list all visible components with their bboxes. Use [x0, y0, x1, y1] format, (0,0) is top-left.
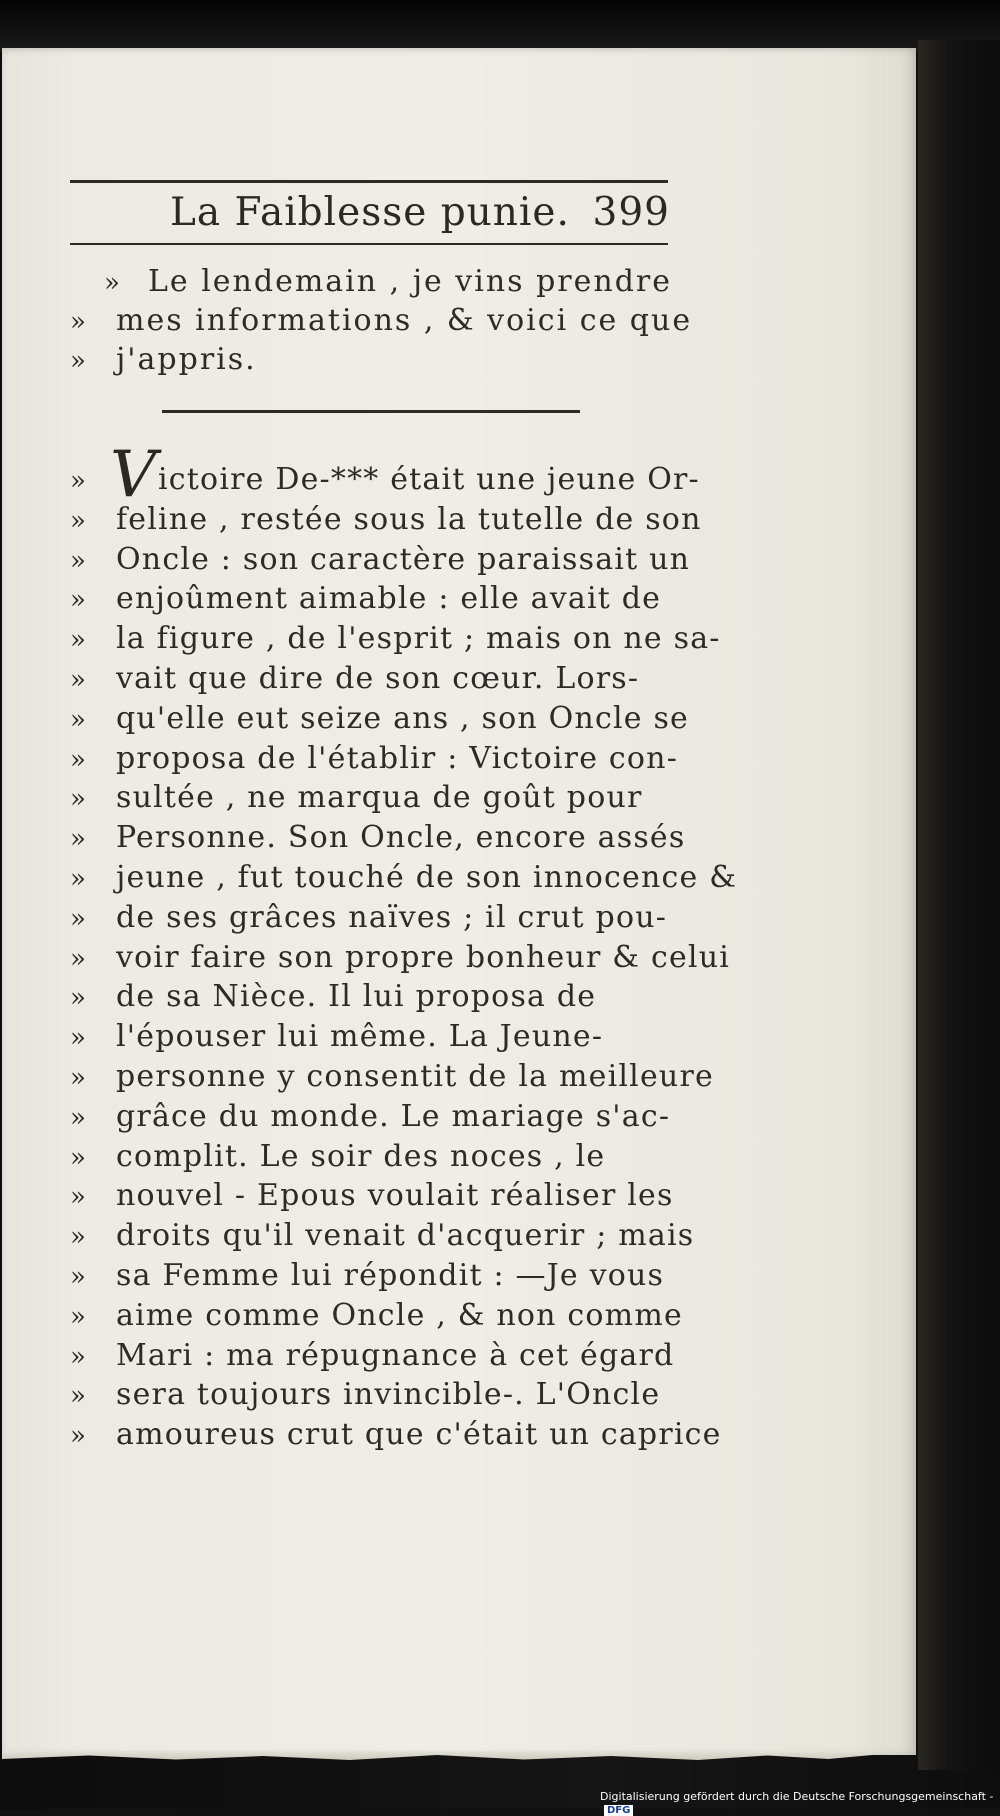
- quote-mark: »: [70, 1222, 86, 1252]
- quote-mark: »: [70, 585, 86, 615]
- quote-mark: »: [70, 625, 86, 655]
- running-head: [70, 190, 670, 250]
- running-head-title: La Faiblesse punie.: [170, 190, 570, 235]
- text-line: [60, 1258, 700, 1298]
- quote-mark: »: [70, 665, 86, 695]
- quote-mark: »: [70, 824, 86, 854]
- quote-mark: »: [70, 307, 86, 337]
- quote-mark: »: [70, 1182, 86, 1212]
- line-text: l'épouser lui même. La Jeune-: [116, 1019, 604, 1054]
- digitization-credit: [600, 1790, 1000, 1816]
- line-text: nouvel - Epous voulait réaliser les: [116, 1178, 674, 1213]
- section-divider: [162, 410, 580, 413]
- text-line: [60, 1338, 700, 1378]
- line-text: j'appris.: [116, 342, 257, 377]
- quote-mark: »: [70, 346, 86, 376]
- line-text: mes informations , & voici ce que: [116, 303, 693, 338]
- text-line: [60, 1139, 700, 1179]
- quote-mark: »: [70, 1023, 86, 1053]
- line-text: de sa Nièce. Il lui proposa de: [116, 979, 597, 1014]
- text-line: [60, 342, 700, 382]
- quote-mark: »: [70, 546, 86, 576]
- line-text: grâce du monde. Le mariage s'ac-: [116, 1099, 671, 1134]
- text-line: [60, 462, 700, 502]
- quote-mark: »: [70, 1063, 86, 1093]
- line-text: sultée , ne marqua de goût pour: [116, 780, 643, 815]
- quote-mark: »: [70, 983, 86, 1013]
- quote-mark: »: [70, 1421, 86, 1451]
- quote-mark: »: [70, 784, 86, 814]
- scan-top-edge: [0, 0, 1000, 52]
- header-bottom-rule: [70, 243, 668, 245]
- text-line: [60, 701, 700, 741]
- line-text: Oncle : son caractère paraissait un: [116, 542, 691, 577]
- quote-mark: »: [70, 1103, 86, 1133]
- line-text: voir faire son propre bonheur & celui: [116, 940, 731, 975]
- quote-mark: »: [70, 944, 86, 974]
- quote-mark: »: [70, 745, 86, 775]
- quote-mark: »: [70, 1342, 86, 1372]
- credit-text: Digitalisierung gefördert durch die Deutsche Forschungsgemeinschaft -: [600, 1790, 994, 1803]
- text-line: [60, 1059, 714, 1099]
- line-text: droits qu'il venait d'acquerir ; mais: [116, 1218, 695, 1253]
- text-line: [60, 860, 738, 900]
- line-text: vait que dire de son cœur. Lors-: [116, 661, 640, 696]
- text-line: [60, 502, 700, 542]
- quote-mark: »: [70, 1143, 86, 1173]
- line-text: la figure , de l'esprit ; mais on ne sa-: [116, 621, 721, 656]
- line-text: enjoûment aimable : elle avait de: [116, 581, 662, 616]
- text-line: [60, 900, 700, 940]
- text-line: [60, 780, 700, 820]
- line-text: sera toujours invincible-. L'Oncle: [116, 1377, 661, 1412]
- quote-mark: »: [70, 904, 86, 934]
- text-line: [60, 661, 700, 701]
- text-line: [60, 264, 700, 304]
- text-line: [60, 820, 700, 860]
- text-line: [60, 1178, 700, 1218]
- line-text: qu'elle eut seize ans , son Oncle se: [116, 701, 689, 736]
- text-line: [60, 303, 700, 343]
- line-text: Le lendemain , je vins prendre: [148, 264, 673, 299]
- line-text: Mari : ma répugnance à cet égard: [116, 1338, 675, 1373]
- line-text: complit. Le soir des noces , le: [116, 1139, 606, 1174]
- text-line: [60, 1099, 700, 1139]
- text-line: [60, 1019, 700, 1059]
- page-number: 399: [592, 190, 670, 235]
- line-text: sa Femme lui répondit : —Je vous: [116, 1258, 665, 1293]
- line-text: proposa de l'établir : Victoire con-: [116, 741, 679, 776]
- dfg-logo: DFG: [604, 1805, 633, 1816]
- quote-mark: »: [70, 705, 86, 735]
- line-text: personne y consentit de la meilleure: [116, 1059, 714, 1094]
- line-text: Personne. Son Oncle, encore assés: [116, 820, 686, 855]
- text-line: [60, 979, 700, 1019]
- line-text: ictoire De-*** était une jeune Or-: [158, 462, 700, 497]
- book-gutter: [918, 40, 1000, 1770]
- quote-mark: »: [70, 1302, 86, 1332]
- text-line: [60, 1377, 700, 1417]
- text-line: [60, 1298, 700, 1338]
- drop-cap: V: [110, 438, 157, 512]
- line-text: aime comme Oncle , & non comme: [116, 1298, 683, 1333]
- quote-mark: »: [70, 864, 86, 894]
- line-text: de ses grâces naïves ; il crut pou-: [116, 900, 668, 935]
- text-line: [60, 542, 700, 582]
- text-line: [60, 1417, 722, 1457]
- line-text: jeune , fut touché de son innocence &: [116, 860, 738, 895]
- quote-mark: »: [70, 466, 86, 496]
- text-line: [60, 1218, 700, 1258]
- text-line: [60, 621, 721, 661]
- line-text: feline , restée sous la tutelle de son: [116, 502, 702, 537]
- header-top-rule: [70, 180, 668, 183]
- quote-mark: »: [70, 506, 86, 536]
- quote-mark: »: [70, 1262, 86, 1292]
- text-line: [60, 581, 700, 621]
- line-text: amoureus crut que c'était un caprice: [116, 1417, 722, 1452]
- quote-mark: »: [70, 1381, 86, 1411]
- text-line: [60, 741, 700, 781]
- text-line: [60, 940, 731, 980]
- quote-mark: »: [104, 268, 120, 298]
